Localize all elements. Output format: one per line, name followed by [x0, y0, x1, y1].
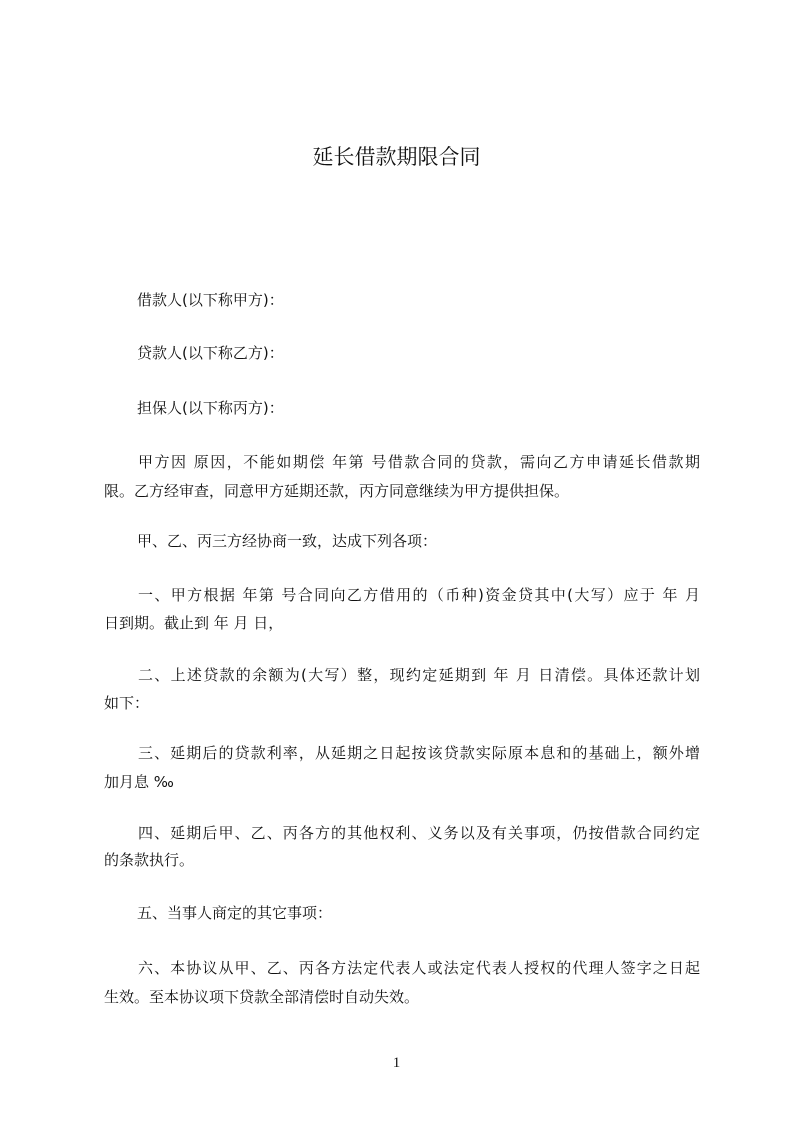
paragraph-preamble-line-2: 限。乙方经审查，同意甲方延期还款，丙方同意继续为甲方提供担保。: [104, 482, 570, 500]
clause-1-line-1: 一、甲方根据 年第 号合同向乙方借用的（币种)资金贷其中(大写）应于 年 月: [138, 586, 700, 604]
paragraph-agreement-intro: 甲、乙、丙三方经协商一致，达成下列各项：: [137, 532, 438, 550]
clause-6-line-2: 生效。至本协议项下贷款全部清偿时自动失效。: [104, 988, 420, 1006]
borrower-line: 借款人(以下称甲方)：: [137, 291, 284, 309]
clause-4-line-2: 的条款执行。: [104, 851, 195, 869]
clause-3-line-2: 加月息 ‰: [104, 773, 174, 791]
clause-5: 五、当事人商定的其它事项：: [137, 904, 333, 922]
lender-line: 贷款人(以下称乙方)：: [137, 344, 284, 362]
clause-6-line-1: 六、本协议从甲、乙、丙各方法定代表人或法定代表人授权的代理人签字之日起: [138, 959, 700, 977]
page-number: 1: [392, 1055, 401, 1071]
clause-4-line-1: 四、延期后甲、乙、丙各方的其他权利、义务以及有关事项，仍按借款合同约定: [138, 824, 700, 842]
clause-3-line-1: 三、延期后的贷款利率，从延期之日起按该贷款实际原本息和的基础上，额外增: [138, 744, 700, 762]
paragraph-preamble-line-1: 甲方因 原因，不能如期偿 年第 号借款合同的贷款，需向乙方申请延长借款期: [138, 453, 700, 471]
guarantor-line: 担保人(以下称丙方)：: [137, 399, 284, 417]
clause-1-line-2: 日到期。截止到 年 月 日，: [104, 614, 284, 632]
document-title: 延长借款期限合同: [312, 145, 481, 169]
clause-2-line-1: 二、上述贷款的余额为(大写）整，现约定延期到 年 月 日清偿。具体还款计划: [138, 666, 700, 684]
clause-2-line-2: 如下：: [104, 694, 150, 712]
